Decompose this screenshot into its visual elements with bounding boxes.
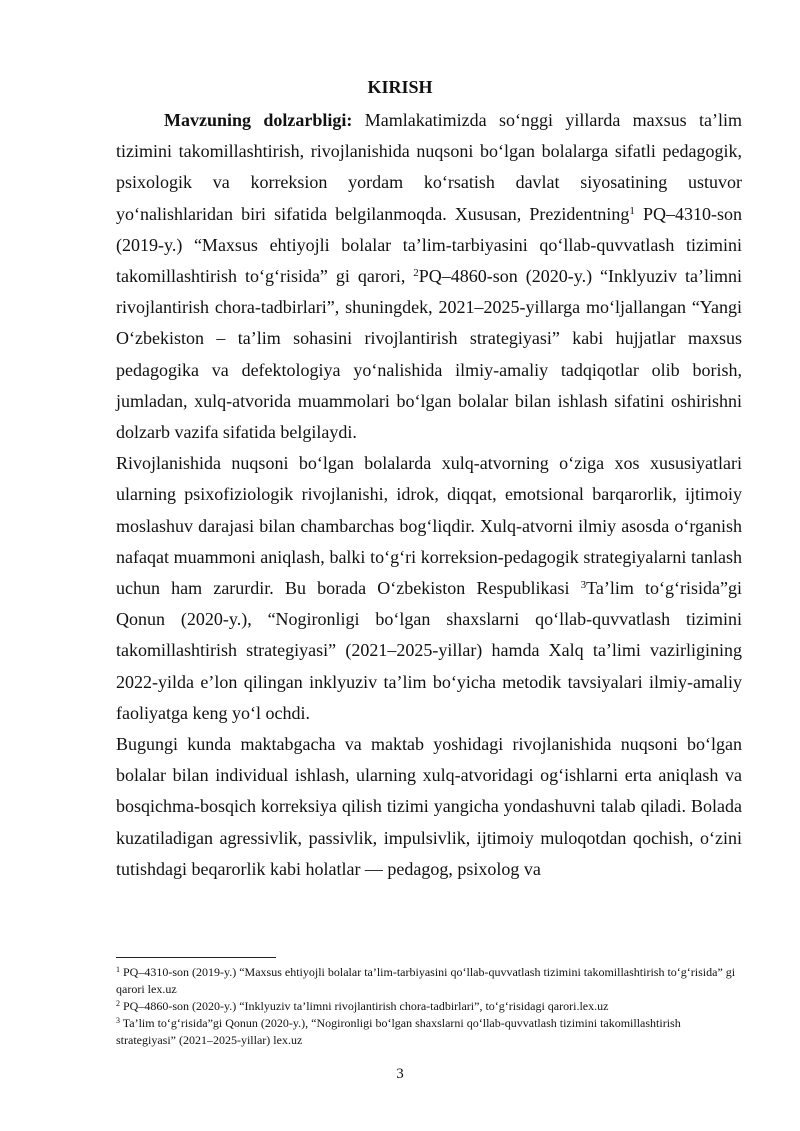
paragraph-text: Mamlakatimizda so‘nggi yillarda maxsus ta’lim tizimini takomillashtirish, rivojlanishida nuqsoni bo‘lgan bolalarga sifatli pedagogik, psixologik va korreksion yordam ko‘rsatish davlat siyosatining ustuvor yo‘nalishlaridan biri sifatida belgilanmoqda. Xususan, Prezidentning (116, 110, 742, 224)
paragraph-behavior (116, 448, 742, 729)
footnote-text: PQ–4310-son (2019-y.) “Maxsus ehtiyojli bolalar ta’lim-tarbiyasini qo‘llab-quvvatlash tizimini takomillashtirish to‘g‘risida” gi qarori lex.uz (116, 965, 736, 996)
paragraph-text: PQ–4310-son (2019-y.) “Maxsus ehtiyojli bolalar ta’lim-tarbiyasini qo‘llab-quvvatlash tizimini takomillashtirish to‘g‘risida” gi qarori, (116, 203, 742, 287)
footnote-2 (116, 998, 742, 1015)
footnote-text: Ta’lim to‘g‘risida”gi Qonun (2020-y.), “Nogironligi bo‘lgan shaxslarni qo‘llab-quvvatlash tizimini takomillashtirish strategiyasi” (2021–2025-yillar) lex.uz (116, 1016, 681, 1047)
footnote-ref-2[interactable]: 2 (413, 267, 419, 280)
footnotes (116, 964, 742, 1049)
paragraph-text: Ta’lim to‘g‘risida”gi Qonun (2020-y.), “Nogironligi bo‘lgan shaxslarni qo‘llab-quvvatlash tizimini takomillashtirish strategiyasi” (2021–2025-yillar) hamda Xalq ta’limi vazirligining 2022-yilda e’lon qilingan inklyuziv ta’lim bo‘yicha metodik tavsiyalari ilmiy-amaliy faoliyatga keng yo‘l ochdi. (116, 578, 742, 723)
footnote-text: PQ–4860-son (2020-y.) “Inklyuziv ta’limni rivojlantirish chora-tadbirlari”, to‘g‘risidagi qarori.lex.uz (120, 999, 609, 1013)
footnote-mark: 3 (116, 1016, 120, 1025)
page-number: 3 (396, 1066, 404, 1082)
paragraph-current: Bugungi kunda maktabgacha va maktab yoshidagi rivojlanishida nuqsoni bo‘lgan bolalar bilan individual ishlash, ularning xulq-atvoridagi og‘ishlarni erta aniqlash va bosqichma-bosqich korreksiya qilish tizimi yangicha yondashuvni talab qiladi. Bolada kuzatiladigan agressivlik, passivlik, impulsivlik, ijtimoiy muloqotdan qochish, o‘zini tutishdagi beqarorlik kabi holatlar — pedagog, psixolog va (116, 734, 742, 879)
footnote-ref-3[interactable]: 3 (580, 579, 587, 592)
paragraph-text: PQ–4860-son (2020-y.) “Inklyuziv ta’limni rivojlantirish chora-tadbirlari”, shuningdek, 2021–2025-yillarga mo‘ljallangan “Yangi O‘zbekiston – ta’lim sohasini rivojlantirish strategiyasi” kabi hujjatlar maxsus pedagogika va defektologiya yo‘nalishida ilmiy-amaliy tadqiqotlar olib borish, jumladan, xulq-atvorida muammolari bo‘lgan bolalar bilan ishlash sifatini oshirishni dolzarb vazifa sifatida belgilaydi. (116, 266, 742, 443)
body-text (116, 105, 742, 885)
footnote-separator (116, 957, 276, 958)
paragraph-text: Rivojlanishida nuqsoni bo‘lgan bolalarda xulq-atvorning o‘ziga xos xususiyatlari ularning psixofiziologik rivojlanishi, idrok, diqqat, emotsional barqarorlik, ijtimoiy moslashuv darajasi bilan chambarchas bog‘liqdir. Xulq-atvorni ilmiy asosda o‘rganish nafaqat muammoni aniqlash, balki to‘g‘ri korreksion-pedagogik strategiyalarni tanlash uchun ham zarurdir. Bu borada O‘zbekiston Respublikasi (116, 453, 742, 599)
paragraph-relevance (116, 105, 742, 448)
footnote-mark: 2 (116, 999, 120, 1008)
footnote-1 (116, 964, 742, 998)
footnote-ref-1[interactable]: 1 (629, 204, 635, 217)
relevance-heading: Mavzuning dolzarbligi: (164, 110, 353, 130)
footnote-mark: 1 (116, 965, 120, 974)
section-title: KIRISH (367, 77, 433, 97)
footnote-3 (116, 1015, 742, 1049)
